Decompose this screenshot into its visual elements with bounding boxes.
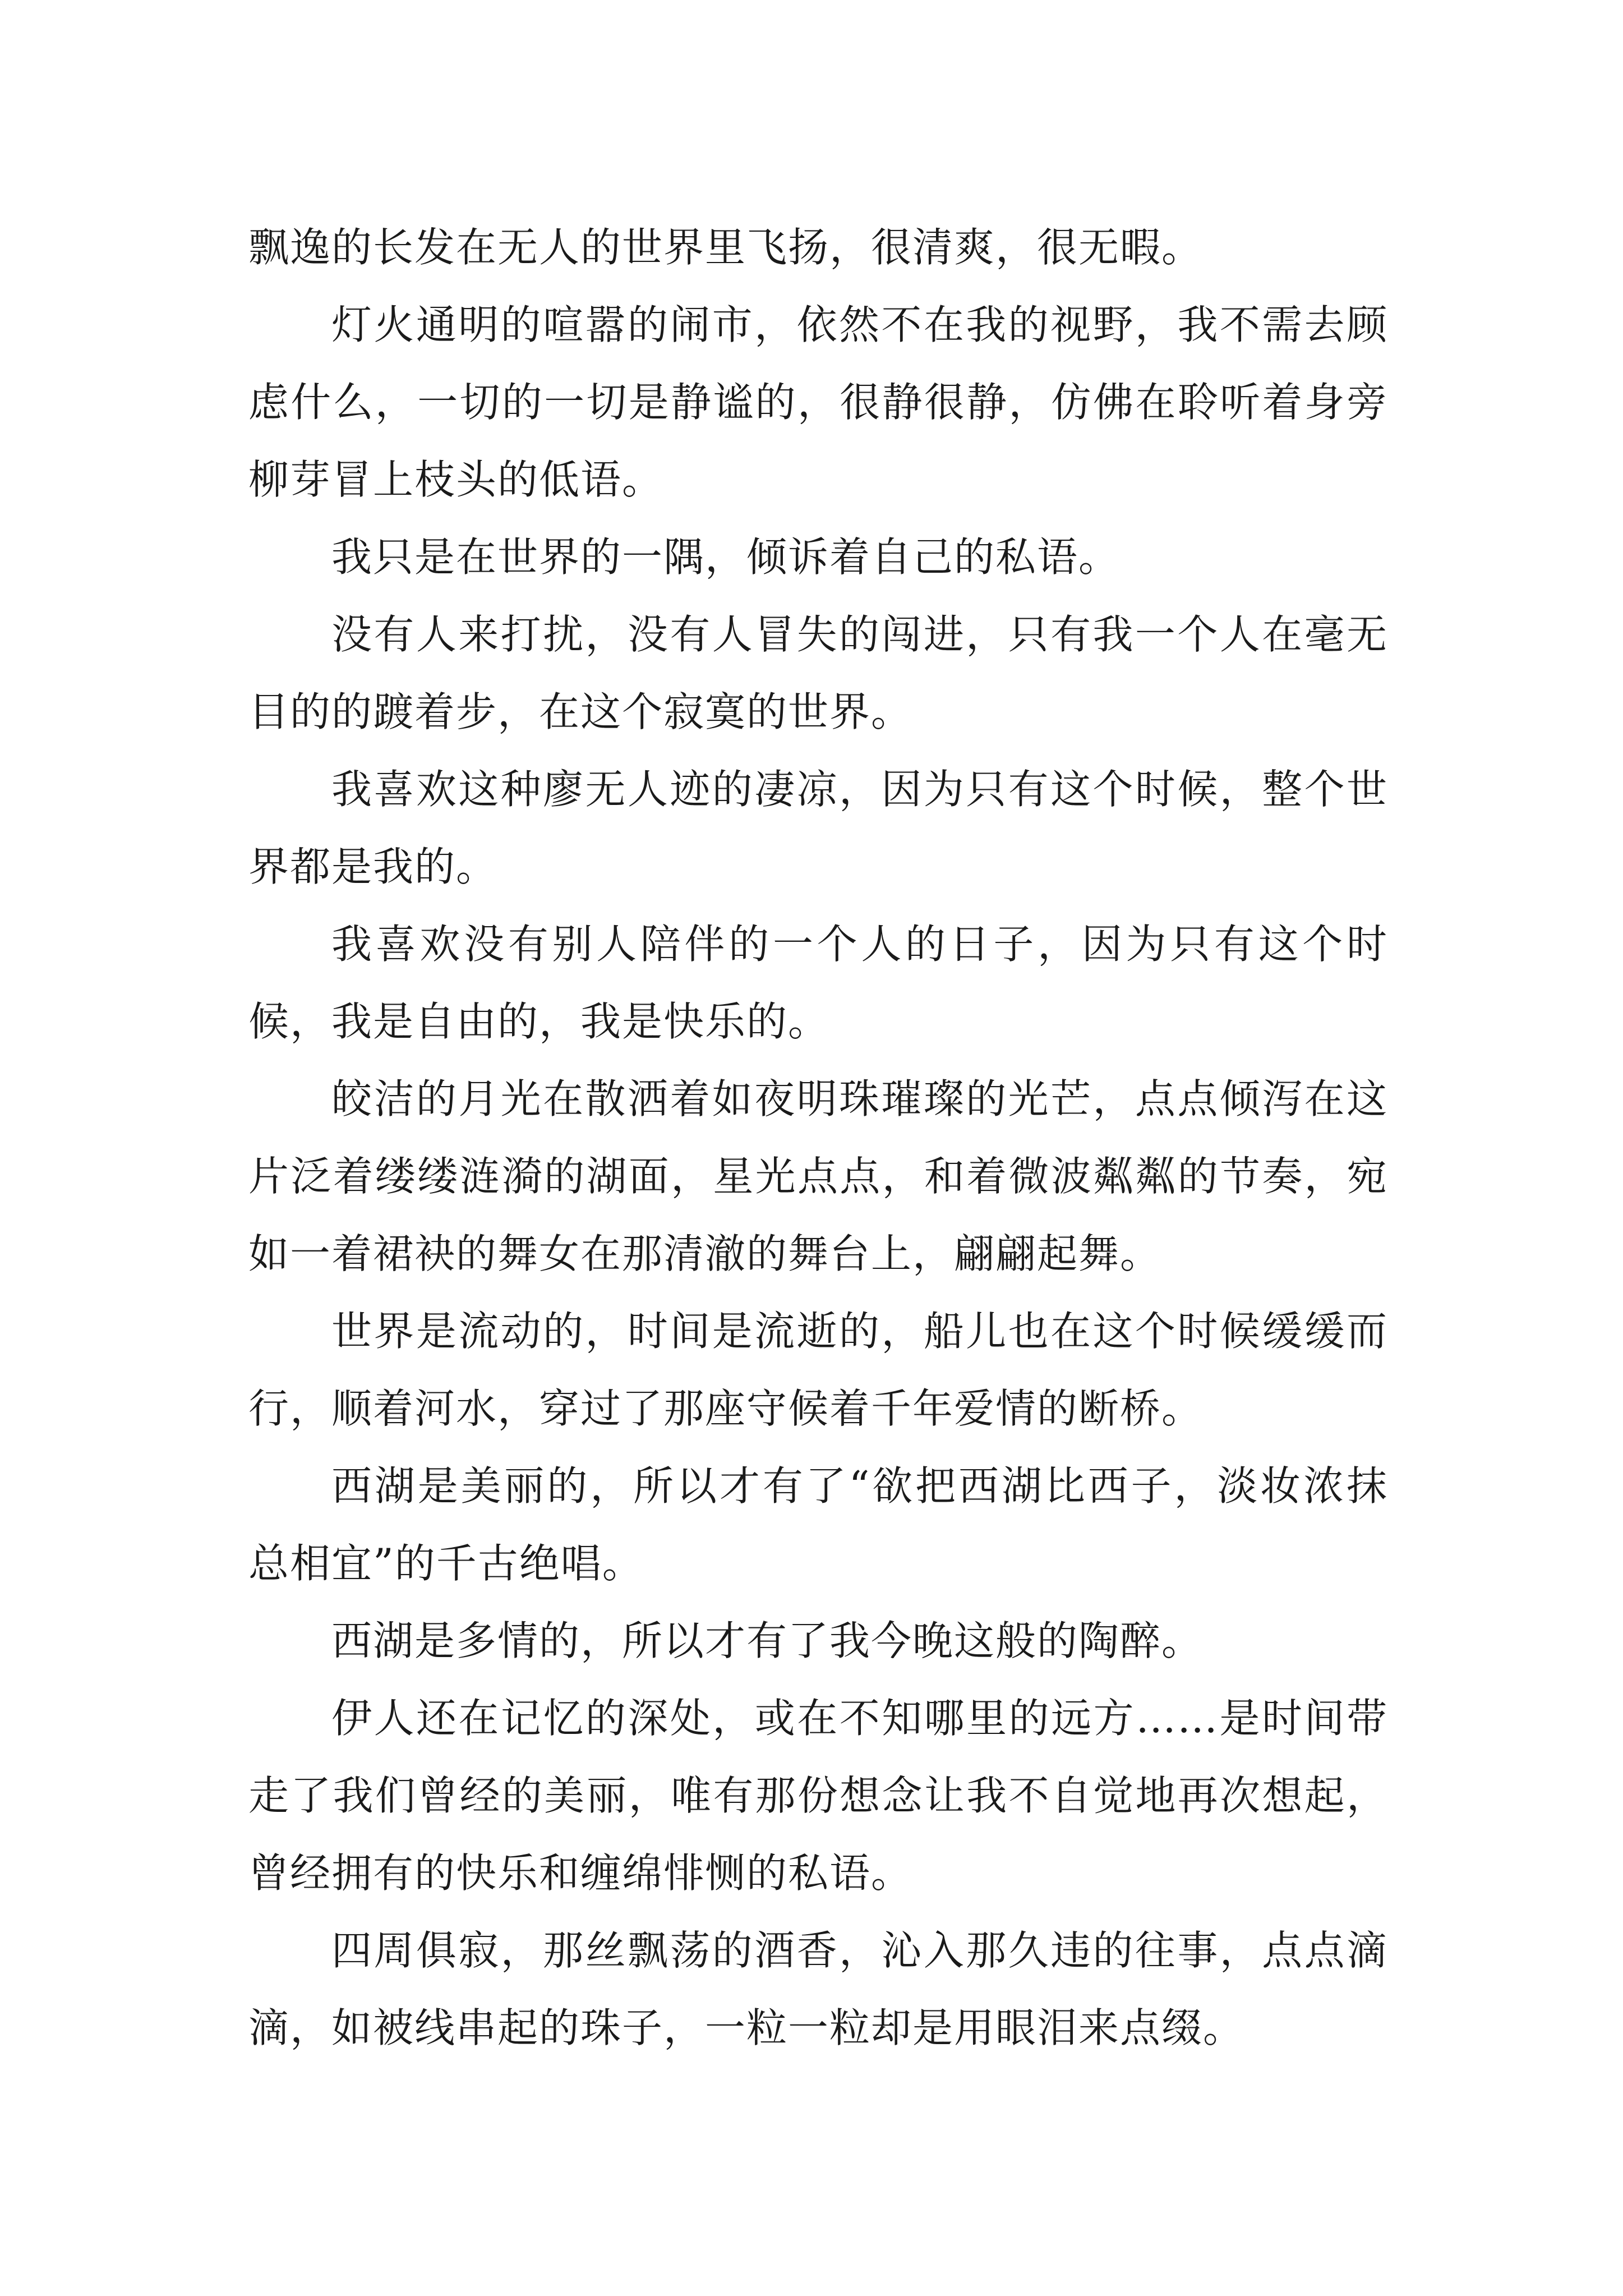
paragraph: 皎洁的月光在散洒着如夜明珠璀璨的光芒，点点倾泻在这片泛着缕缕涟漪的湖面，星光点点，和着微波粼粼的节奏，宛如一着裙袂的舞女在那清澈的舞台上，翩翩起舞。: [248, 1075, 1388, 1277]
paragraph: 飘逸的长发在无人的世界里飞扬，很清爽，很无暇。: [248, 224, 1204, 271]
paragraph: 我只是在世界的一隅，倾诉着自己的私语。: [331, 533, 1121, 581]
paragraph: 西湖是美丽的，所以才有了“欲把西湖比西子，淡妆浓抹总相宜”的千古绝唱。: [248, 1462, 1388, 1587]
paragraph: 伊人还在记忆的深处，或在不知哪里的远方……是时间带走了我们曾经的美丽，唯有那份想念让我不自觉地再次想起，曾经拥有的快乐和缠绵悱恻的私语。: [248, 1695, 1388, 1897]
paragraph: 灯火通明的喧嚣的闹市，依然不在我的视野，我不需去顾虑什么，一切的一切是静谧的，很静很静，仿佛在聆听着身旁柳芽冒上枝头的低语。: [248, 301, 1388, 503]
paragraph: 没有人来打扰，没有人冒失的闯进，只有我一个人在毫无目的的踱着步，在这个寂寞的世界。: [248, 611, 1388, 735]
document-body: [248, 209, 1388, 2067]
paragraph: 世界是流动的，时间是流逝的，船儿也在这个时候缓缓而行，顺着河水，穿过了那座守候着千年爱情的断桥。: [248, 1308, 1388, 1432]
paragraph: 我喜欢没有别人陪伴的一个人的日子，因为只有这个时候，我是自由的，我是快乐的。: [248, 921, 1388, 1045]
paragraph: 四周俱寂，那丝飘荡的酒香，沁入那久违的往事，点点滴滴，如被线串起的珠子，一粒一粒却是用眼泪来点缀。: [248, 1927, 1388, 2051]
paragraph: 我喜欢这种廖无人迹的凄凉，因为只有这个时候，整个世界都是我的。: [248, 766, 1388, 890]
paragraph: 西湖是多情的，所以才有了我今晚这般的陶醉。: [331, 1617, 1204, 1664]
